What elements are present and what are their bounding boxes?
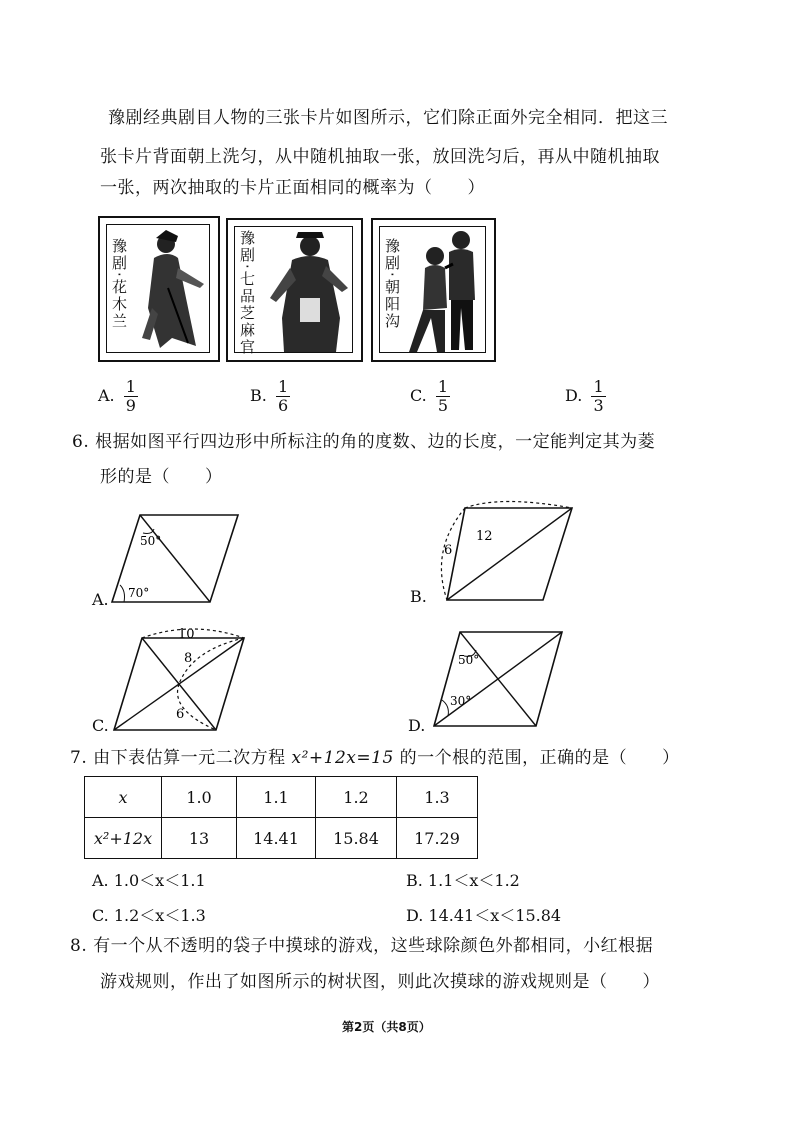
table-row (85, 777, 478, 818)
diag-label: 8 (184, 651, 193, 666)
q7-option-c[interactable]: C. 1.2＜x＜1.3 (92, 906, 206, 925)
card-qipin (226, 218, 363, 362)
q5-option-b[interactable]: B. $\frac{1}{6}$ (250, 377, 289, 415)
q7-option-b[interactable]: B. 1.1＜x＜1.2 (406, 871, 520, 890)
side-label: 10 (178, 627, 195, 642)
table-cell: 17.29 (397, 818, 478, 859)
q6-option-d[interactable]: D. (408, 716, 426, 735)
table-cell: x²+12x (85, 818, 162, 859)
diag-label: 6 (176, 707, 185, 722)
q7-option-a[interactable]: A. 1.0＜x＜1.1 (92, 871, 206, 890)
opera-figure-image (401, 228, 489, 356)
angle-label: 50° (458, 653, 480, 667)
side-label: 6 (444, 543, 453, 558)
table-cell: 1.2 (316, 777, 397, 818)
table-cell: x (85, 777, 162, 818)
q5-option-d[interactable]: D. $\frac{1}{3}$ (565, 377, 604, 415)
q5-line1: 豫剧经典剧目人物的三张卡片如图所示，它们除正面外完全相同．把这三 (108, 108, 668, 128)
page-number: 第2页（共8页） (342, 1020, 431, 1034)
q8-line1: 8. 有一个从不透明的袋子中摸球的游戏，这些球除颜色外都相同，小红根据 (70, 936, 654, 956)
card-title: 豫剧·七品芝麻官 (238, 230, 256, 356)
parallelogram-figure-a (110, 505, 250, 610)
table-cell: 15.84 (316, 818, 397, 859)
q6-option-c[interactable]: C. (92, 716, 109, 735)
table-cell: 1.0 (162, 777, 237, 818)
parallelogram-figure-c (112, 620, 252, 735)
q5-line2: 张卡片背面朝上洗匀，从中随机抽取一张，放回洗匀后，再从中随机抽取 (100, 147, 660, 167)
equation: x²+12x=15 (291, 748, 394, 768)
table-cell: 1.3 (397, 777, 478, 818)
card-hua-mulan (98, 216, 220, 362)
table-cell: 13 (162, 818, 237, 859)
q7-option-d[interactable]: D. 14.41＜x＜15.84 (406, 906, 562, 925)
angle-label: 70° (128, 586, 150, 600)
q5-option-a[interactable]: A. $\frac{1}{9}$ (98, 377, 136, 415)
parallelogram-figure-b (430, 500, 580, 610)
q7-stem: 7. 由下表估算一元二次方程 x²+12x=15 的一个根的范围，正确的是（ ） (70, 748, 680, 768)
estimation-table (84, 776, 478, 859)
card-title: 豫剧·朝阳沟 (383, 238, 401, 330)
opera-figure-image (266, 228, 354, 356)
q6-line2: 形的是（ ） (100, 467, 223, 487)
table-cell: 14.41 (237, 818, 316, 859)
q5-line3: 一张，两次抽取的卡片正面相同的概率为（ ） (100, 178, 485, 198)
q6-option-b[interactable]: B. (410, 587, 427, 606)
angle-label: 30° (450, 694, 472, 708)
table-row (85, 818, 478, 859)
q8-line2: 游戏规则，作出了如图所示的树状图，则此次摸球的游戏规则是（ ） (100, 972, 660, 992)
opera-figure-image (138, 228, 210, 353)
diag-label: 12 (476, 529, 493, 544)
parallelogram-figure-d (432, 628, 572, 733)
table-cell: 1.1 (237, 777, 316, 818)
card-title: 豫剧·花木兰 (110, 238, 128, 330)
card-chaoyanggou (371, 218, 496, 362)
angle-label: 50° (140, 534, 162, 548)
q6-line1: 6. 根据如图平行四边形中所标注的角的度数、边的长度，一定能判定其为菱 (72, 432, 656, 452)
q6-option-a[interactable]: A. (92, 590, 109, 609)
q5-option-c[interactable]: C. $\frac{1}{5}$ (410, 377, 449, 415)
